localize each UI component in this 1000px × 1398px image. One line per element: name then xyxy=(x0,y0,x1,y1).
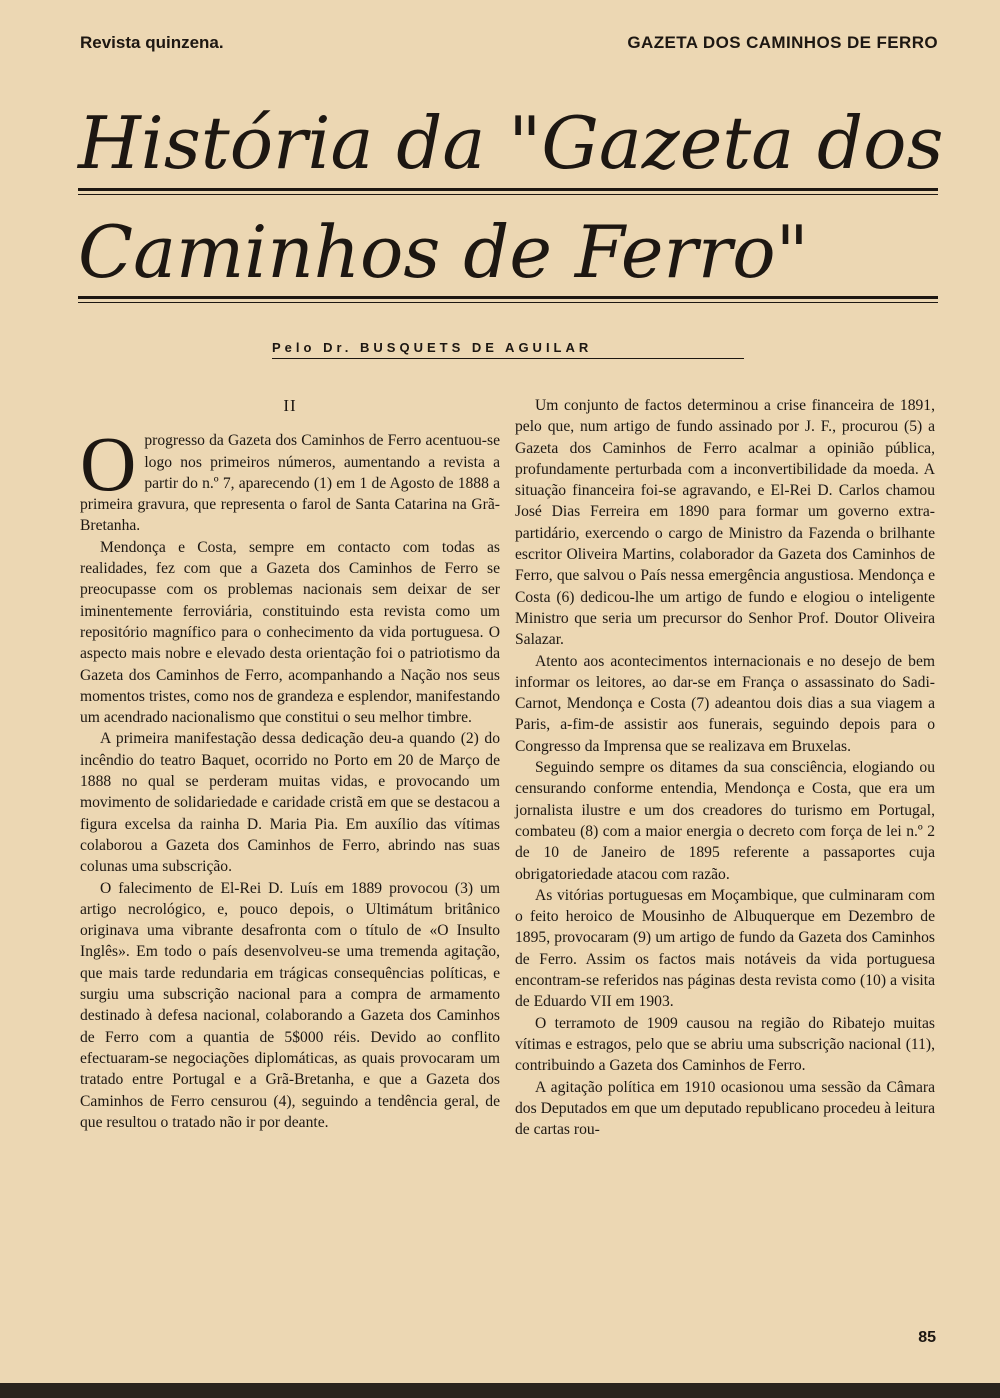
scan-bottom-edge xyxy=(0,1383,1000,1398)
title-rule-bottom xyxy=(78,296,938,299)
paragraph: Atento aos acontecimentos internacionais e no desejo de bem informar os leitores, ao dar-se em França o assassinato do Sadi-Carnot, Mendonça e Costa (7) adeantou dois dias a sua viagem a Paris, a-fim-de assistir aos funerais, seguindo depois para o Congresso da Imprensa que se realizava em Bruxelas. xyxy=(515,652,935,755)
paragraph: O terramoto de 1909 causou na região do Ribatejo muitas vítimas e estragos, pelo que se abriu uma subscrição nacional (11), contribuindo a Gazeta dos Caminhos de Ferro. xyxy=(515,1014,935,1075)
running-header-left: Revista quinzena. xyxy=(80,33,224,52)
paragraph: Um conjunto de factos determinou a crise financeira de 1891, pelo que, num artigo de fundo assinado por J. F., procurou (5) a Gazeta dos Caminhos de Ferro acalmar a opinião pública, profundamente perturbada com a inconvertibilidade da moeda. A situação financeira foi-se agravando, e El-Rei D. Carlos chamou José Dias Ferreira em 1890 para formar um governo extra-partidário, exercendo o cargo de Ministro da Fazenda o brilhante escritor Oliveira Martins, colaborador da Gazeta dos Caminhos de Ferro, que salvou o País nessa emergência angustiosa. Mendonça e Costa (6) dedicou-lhe um artigo de fundo e elogiou o inteligente Ministro que seria um precursor do Senhor Prof. Doutor Oliveira Salazar. xyxy=(515,397,935,649)
title-rule-top xyxy=(78,188,938,191)
article-column-right xyxy=(515,395,935,1140)
drop-cap: O xyxy=(80,420,137,508)
paragraph: Seguindo sempre os ditames da sua consciência, elogiando ou censurando conforme entendia, Mendonça e Costa, que era um jornalista ilustre e um dos creadores do turismo em Portugal, combateu (8) com a maior energia o decreto com força de lei n.º 2 de 10 de Janeiro de 1895 referente a passaportes cuja obrigatoriedade atacou com razão. xyxy=(515,759,935,883)
page-number: 85 xyxy=(918,1329,936,1346)
paragraph-text: progresso da Gazeta dos Caminhos de Ferro acentuou-se logo nos primeiros números, aumentando a revista a partir do n.º 7, aparecendo (1) em 1 de Agosto de 1888 a primeira gravura, que representa o farol de Santa Catarina na Grã-Bretanha. xyxy=(80,432,500,535)
article-title-line-1: História da "Gazeta dos xyxy=(78,101,944,185)
title-rule-top-thin xyxy=(78,194,938,195)
paragraph: Mendonça e Costa, sempre em contacto com todas as realidades, fez com que a Gazeta dos Caminhos de Ferro se preocupasse com os problemas nacionais sem deixar de ser iminentemente ferroviária, constituindo esta revista como um repositório magnífico para o conhecimento da vida portuguesa. O aspecto mais nobre e elevado desta orientação foi o patriotismo da Gazeta dos Caminhos de Ferro, acompanhando a Nação nos seus momentos tristes, como nos de grandeza e esplendor, manifestando um acendrado nacionalismo que constitui o seu melhor timbre. xyxy=(80,538,500,727)
paragraph: A agitação política em 1910 ocasionou uma sessão da Câmara dos Deputados em que um deputado republicano procedeu à leitura de cartas rou- xyxy=(515,1078,935,1139)
title-rule-bottom-thin xyxy=(78,302,938,303)
paragraph: As vitórias portuguesas em Moçambique, que culminaram com o feito heroico de Mousinho de Albuquerque em Dezembro de 1895, provocaram (9) um artigo de fundo da Gazeta dos Caminhos de Ferro. Assim os factos mais notáveis da vida portuguesa encontram-se referidos nas páginas desta revista como (10) a visita de Eduardo VII em 1903. xyxy=(515,886,935,1011)
article-title-line-2: Caminhos de Ferro" xyxy=(78,210,809,294)
paragraph: A primeira manifestação dessa dedicação deu-a quando (2) do incêndio do teatro Baquet, ocorrido no Porto em 20 de Março de 1888 no qual se perderam muitas vidas, e provocando um movimento de solidariedade e caridade cristã em que se destacou a figura excelsa da rainha D. Maria Pia. Em auxílio das vítimas colaborou a Gazeta dos Caminhos de Ferro, abrindo nas suas colunas uma subscrição. xyxy=(80,730,500,876)
article-column-left xyxy=(80,395,500,1133)
paragraph: O falecimento de El-Rei D. Luís em 1889 provocou (3) um artigo necrológico, e, pouco depois, o Ultimátum britânico originava uma vibrante desafronta com o título de «O Insulto Inglês». Em todo o país desenvolveu-se uma tremenda agitação, que mais tarde redundaria em trágicas consequências políticas, e surgiu uma subscrição nacional para a compra de armamento destinado à defesa nacional, colaborando a Gazeta dos Caminhos de Ferro com a quantia de 5$000 réis. Devido ao conflito efectuaram-se negociações diplomáticas, as quais provocaram um tratado entre Portugal e a Grã-Bretanha, e que a Gazeta dos Caminhos de Ferro censurou (4), seguindo a tendência geral, de que resultou o tratado não ir por deante. xyxy=(80,879,500,1131)
running-header-right: GAZETA DOS CAMINHOS DE FERRO xyxy=(627,33,938,52)
byline-underline xyxy=(272,358,744,359)
author-byline: Pelo Dr. BUSQUETS DE AGUILAR xyxy=(272,340,593,355)
section-number: II xyxy=(283,396,297,415)
paragraph xyxy=(80,420,500,536)
